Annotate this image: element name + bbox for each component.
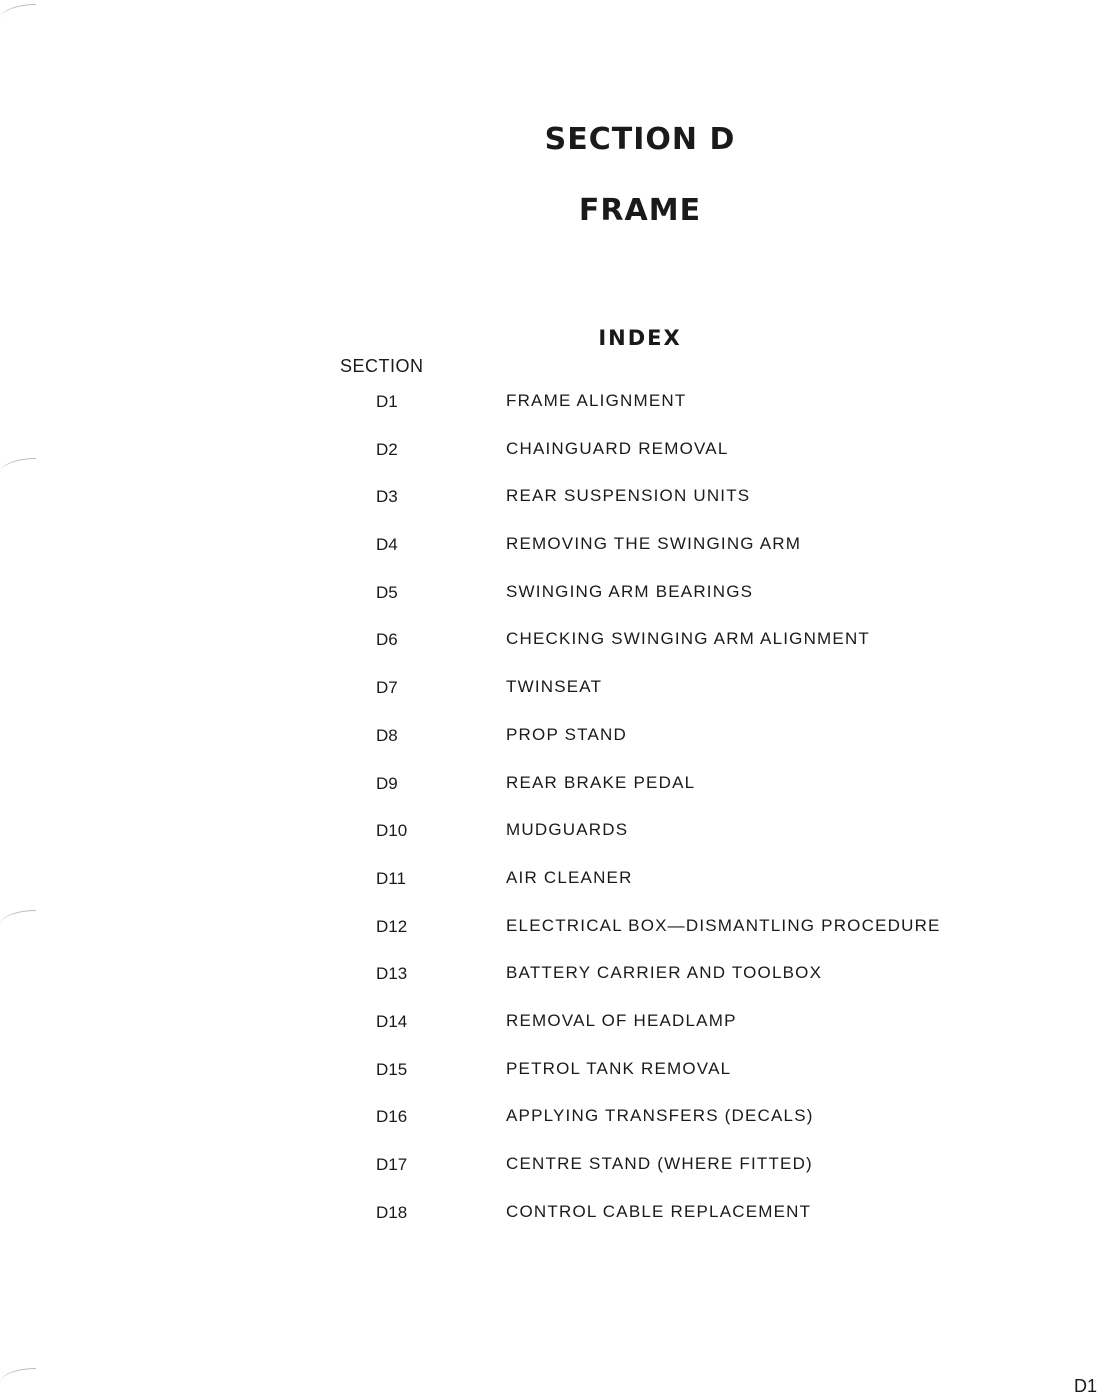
- index-entry-code: D10: [376, 821, 408, 841]
- index-entry: [0, 1056, 1107, 1104]
- index-entry: [0, 674, 1107, 722]
- index-entry: [0, 579, 1107, 627]
- index-entry: [0, 483, 1107, 531]
- section-title: SECTION D: [544, 122, 736, 157]
- index-entry-title: REAR SUSPENSION UNITS: [506, 486, 751, 506]
- index-entry-title: REMOVAL OF HEADLAMP: [506, 1010, 737, 1030]
- index-entry: [0, 1151, 1107, 1199]
- subject-title: FRAME: [578, 193, 702, 228]
- index-entry: [0, 1199, 1107, 1247]
- index-entry-title: MUDGUARDS: [506, 820, 629, 840]
- index-entry-title: CHAINGUARD REMOVAL: [506, 438, 729, 458]
- index-entry-code: D14: [376, 1011, 408, 1031]
- index-entry-title: ELECTRICAL BOX—DISMANTLING PROCEDURE: [506, 915, 941, 935]
- index-entry-code: D6: [376, 630, 398, 650]
- index-entry-code: D4: [376, 535, 398, 555]
- index-entry-code: D13: [376, 964, 408, 984]
- index-entry: [0, 1008, 1107, 1056]
- index-entry: [0, 817, 1107, 865]
- index-entry-title: REAR BRAKE PEDAL: [506, 772, 696, 792]
- index-entry: [0, 770, 1107, 818]
- index-entry-title: CONTROL CABLE REPLACEMENT: [506, 1201, 812, 1221]
- index-entry-title: TWINSEAT: [506, 677, 603, 697]
- index-entry-title: PETROL TANK REMOVAL: [506, 1058, 732, 1078]
- index-heading: INDEX: [598, 326, 682, 350]
- index-entry: [0, 531, 1107, 579]
- index-entry-title: FRAME ALIGNMENT: [506, 391, 687, 410]
- binder-hole-mark: [0, 1368, 36, 1383]
- index-entry: [0, 436, 1107, 484]
- index-entry: [0, 388, 1107, 436]
- index-entry-title: BATTERY CARRIER AND TOOLBOX: [506, 963, 823, 983]
- index-entry-title: CHECKING SWINGING ARM ALIGNMENT: [506, 629, 871, 649]
- index-entry-title: PROP STAND: [506, 724, 627, 744]
- index-entry-code: D5: [376, 582, 398, 602]
- index-entry-title: APPLYING TRANSFERS (DECALS): [506, 1106, 814, 1126]
- index-entry: [0, 913, 1107, 961]
- index-entry-title: SWINGING ARM BEARINGS: [506, 581, 754, 601]
- index-entry-code: D3: [376, 487, 398, 507]
- index-entry-code: D16: [376, 1107, 408, 1127]
- index-list: [0, 388, 1107, 1246]
- index-entry: [0, 626, 1107, 674]
- index-entry: [0, 1103, 1107, 1151]
- index-entry-code: D7: [376, 678, 398, 698]
- index-entry-title: REMOVING THE SWINGING ARM: [506, 534, 802, 554]
- index-entry: [0, 865, 1107, 913]
- index-entry-code: D2: [376, 439, 398, 459]
- index-entry-code: D9: [376, 773, 398, 793]
- index-entry-code: D12: [376, 916, 408, 936]
- binder-hole-mark: [0, 4, 36, 19]
- index-entry-code: D11: [376, 868, 406, 888]
- index-entry-title: AIR CLEANER: [506, 867, 633, 887]
- index-entry-code: D18: [376, 1202, 408, 1222]
- section-column-header: SECTION: [340, 356, 424, 376]
- page-number: D1: [1073, 1376, 1097, 1396]
- index-entry-code: D1: [376, 392, 398, 411]
- index-entry-title: CENTRE STAND (WHERE FITTED): [506, 1154, 813, 1173]
- index-entry: [0, 722, 1107, 770]
- index-entry: [0, 960, 1107, 1008]
- index-entry-code: D15: [376, 1059, 408, 1079]
- index-entry-code: D17: [376, 1155, 408, 1174]
- index-entry-code: D8: [376, 725, 398, 745]
